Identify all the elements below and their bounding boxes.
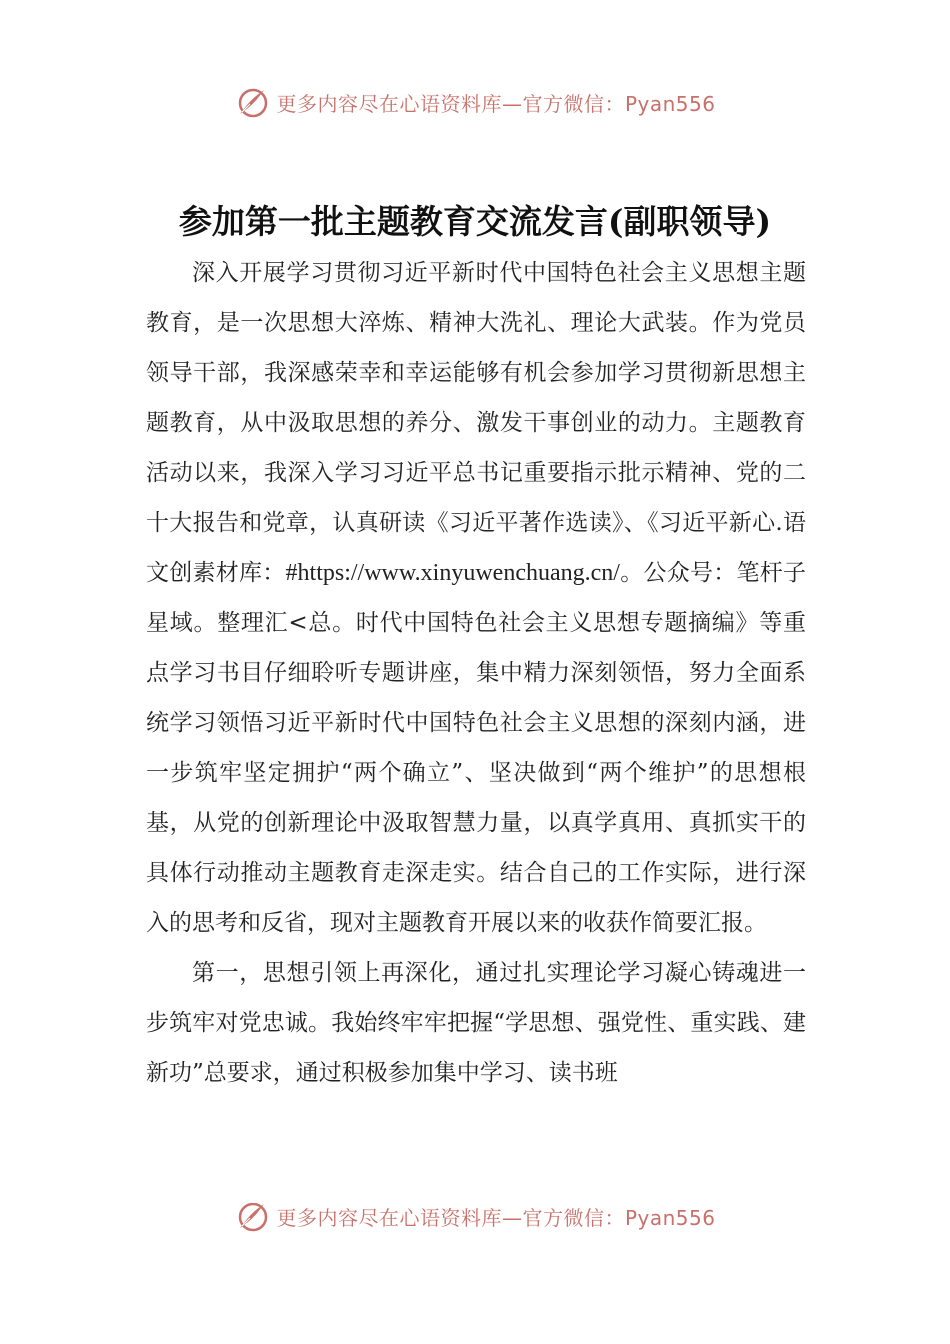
footer-watermark-text: 更多内容尽在心语资料库—官方微信：Pyan556 (276, 1205, 716, 1230)
paragraph-1-text-a: 深入开展学习贯彻习近平新时代中国特色社会主义思想主题教育，是一次思想大淬炼、精神大洗礼、理论大武装。作为党员领导干部，我深感荣幸和幸运能够有机会参加学习贯彻新思想主题教育，从中汲取思想的养分、激发干事创业的动力。主题教育活动以来，我深入学习习近平总书记重要指示批示精神、党的二十大报告和党章，认真研读《习近平著作选读》、《习近平新心.语文创素材库： (146, 260, 806, 586)
paragraph-2: 第一，思想引领上再深化，通过扎实理论学习凝心铸魂进一步筑牢对党忠诚。我始终牢牢把握“学思想、强党性、重实践、建新功”总要求，通过积极参加集中学习、读书班 (146, 960, 806, 1086)
watermark-text: 更多内容尽在心语资料库—官方微信：Pyan556 (276, 91, 716, 116)
website-url: #https://www.xinyuwenchuang.cn/ (285, 560, 620, 586)
footer-watermark (0, 1203, 950, 1237)
document-body (146, 248, 806, 1098)
document-title: 参加第一批主题教育交流发言(副职领导) (178, 202, 772, 241)
paragraph-1 (146, 248, 806, 948)
feather-pen-logo-icon (234, 1203, 270, 1234)
feather-pen-logo-icon (234, 84, 270, 120)
paragraph-1-text-b: 。公众号：笔杆子星域。整理汇<总。时代中国特色社会主义思想专题摘编》等重点学习书目仔细聆听专题讲座，集中精力深刻领悟，努力全面系统学习领悟习近平新时代中国特色社会主义思想的深刻内涵，进一步筑牢坚定拥护“两个确立”、坚决做到“两个维护”的思想根基，从党的创新理论中汲取智慧力量，以真学真用、真抓实干的具体行动推动主题教育走深走实。结合自己的工作实际，进行深入的思考和反省，现对主题教育开展以来的收获作简要汇报。 (146, 560, 807, 936)
header-watermark (0, 82, 950, 122)
